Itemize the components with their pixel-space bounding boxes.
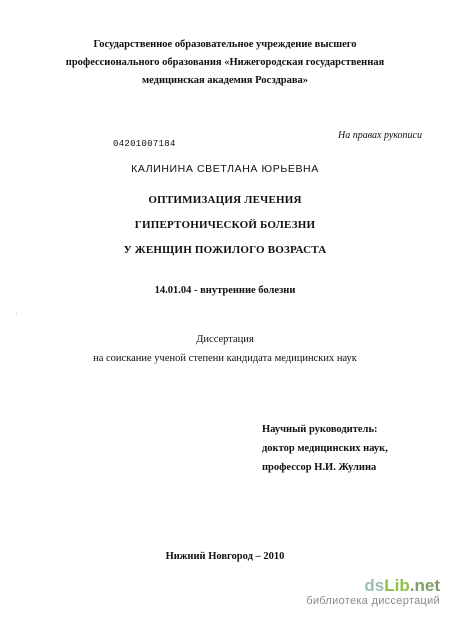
specialty-code: 14.01.04 - внутренние болезни xyxy=(154,285,296,296)
dissertation-label: Диссертация xyxy=(196,334,254,345)
dslib-logo: dsLib.net xyxy=(364,576,440,595)
dslib-subtitle: библиотека диссертаций xyxy=(306,595,440,607)
dslib-watermark xyxy=(306,577,440,607)
scan-speck xyxy=(16,313,17,314)
city-year: Нижний Новгород – 2010 xyxy=(165,551,285,562)
institution-line-2: профессионального образования «Нижегородская государственная xyxy=(65,57,385,68)
supervisor-label: Научный руководитель: xyxy=(262,424,378,435)
thesis-title-line-3: У ЖЕНЩИН ПОЖИЛОГО ВОЗРАСТА xyxy=(123,244,327,256)
rights-note: На правах рукописи xyxy=(338,130,422,141)
author-name: КАЛИНИНА СВЕТЛАНА ЮРЬЕВНА xyxy=(131,163,319,175)
institution-line-1: Государственное образовательное учреждение высшего xyxy=(93,39,357,50)
thesis-title-line-2: ГИПЕРТОНИЧЕСКОЙ БОЛЕЗНИ xyxy=(134,219,316,231)
supervisor-name: профессор Н.И. Жулина xyxy=(262,462,377,473)
thesis-title-line-1: ОПТИМИЗАЦИЯ ЛЕЧЕНИЯ xyxy=(148,194,302,206)
catalog-code: 04201007184 xyxy=(113,139,176,149)
degree-description: на соискание ученой степени кандидата медицинских наук xyxy=(93,353,357,364)
institution-block xyxy=(0,36,450,90)
institution-line-3: медицинская академия Росздрава» xyxy=(141,75,309,86)
supervisor-block xyxy=(262,420,388,477)
supervisor-degree: доктор медицинских наук, xyxy=(262,443,388,454)
